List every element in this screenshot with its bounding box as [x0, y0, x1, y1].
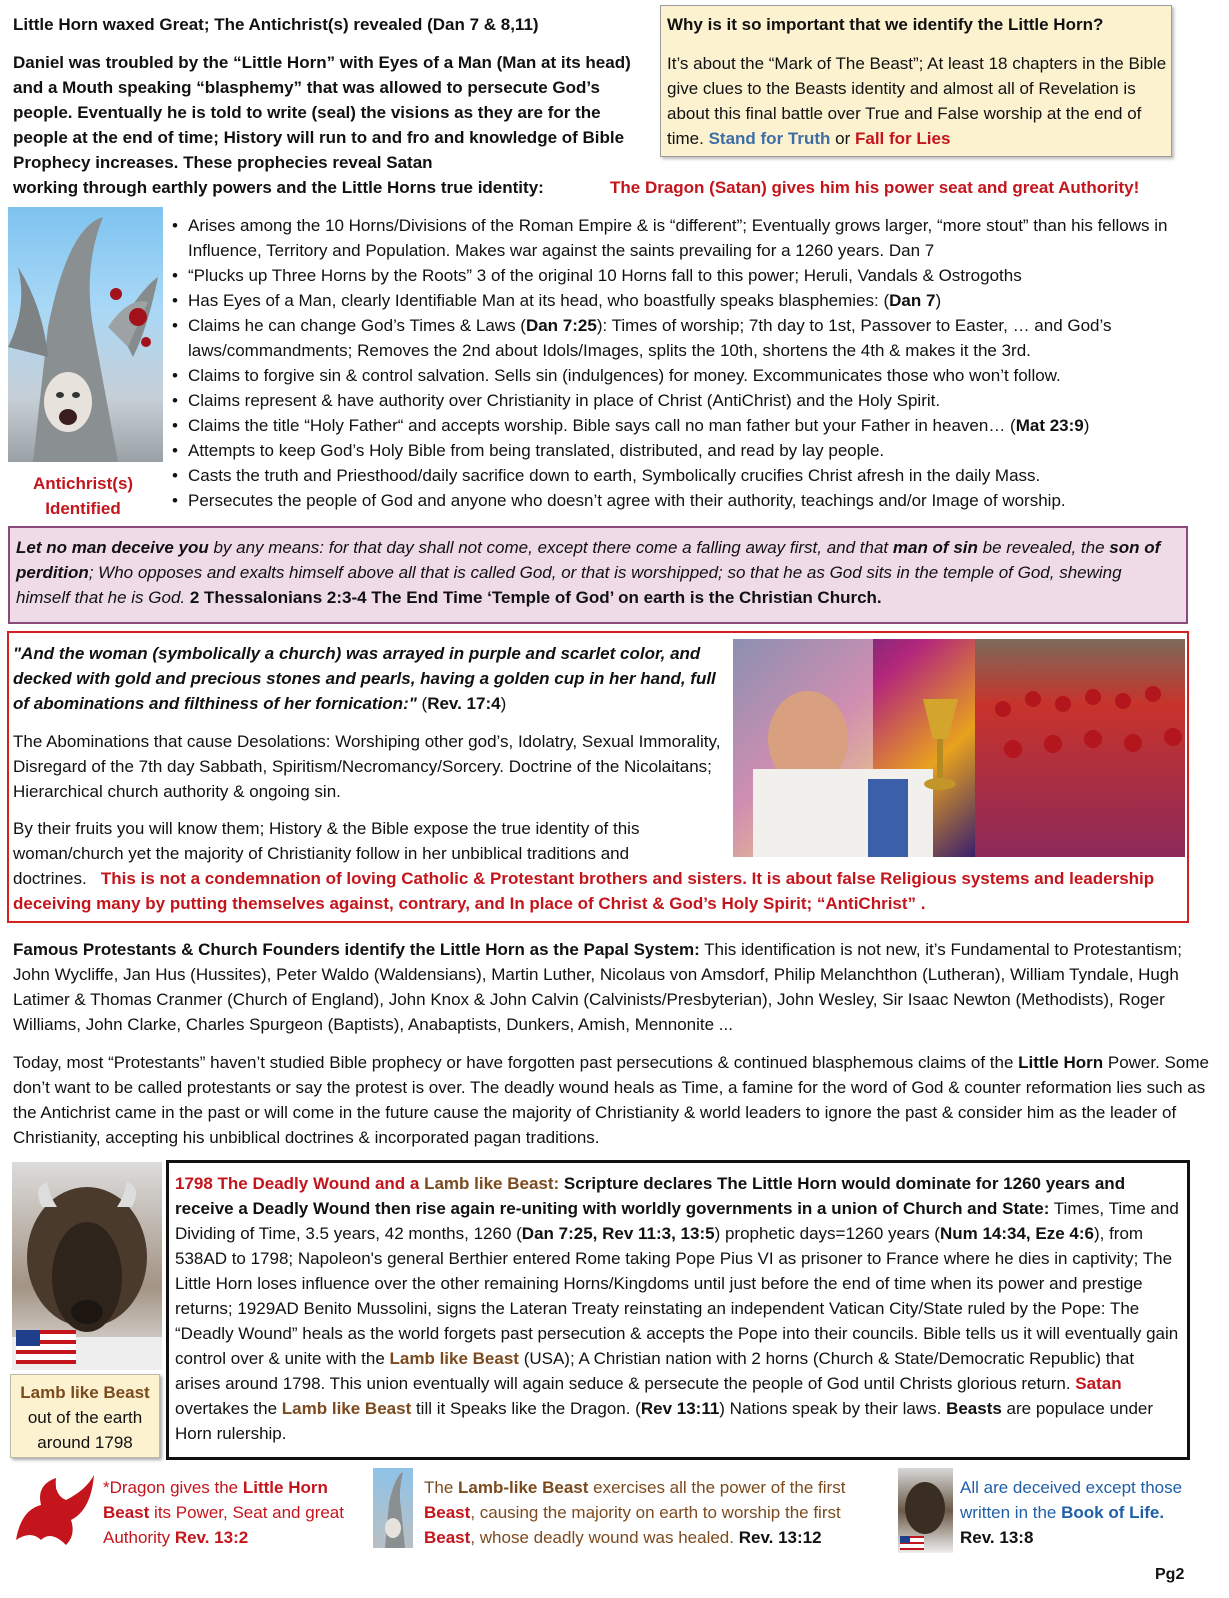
red-dragon-icon: [6, 1470, 96, 1550]
little-horn-thumbnail-icon: [373, 1468, 413, 1548]
little-horn-image: [8, 207, 163, 462]
footer-dragon-note: *Dragon gives the Little Horn Beast its Power, Seat and great Authority Rev. 13:2: [103, 1478, 344, 1547]
little-horn-characteristics-list: [172, 213, 1212, 513]
list-item: • “Plucks up Three Horns by the Roots” 3 of the original 10 Horns fall to this power; Heruli, Vandals & Ostrogoths: [172, 263, 1212, 288]
antichrist-caption: Antichrist(s) Identified: [32, 474, 134, 518]
abominations-paragraph: The Abominations that cause Desolations: Worshiping other god’s, Idolatry, Sexual Immorality, Disregard of the 7th day Sabbath, Spiritism/Necromancy/Sorcery. Doctrine of the Nicolaitans; Hierarchical church authority & ongoing sin.: [13, 732, 721, 801]
deadly-wound-box: 1798 The Deadly Wound and a Lamb like Beast: Scripture declares The Little Horn would dominate for 1260 years and receive a Deadly Wound then rise again re-uniting with worldly governments in a union of Church and State: Times, Time and Dividing of Time, 3.5 years, 42 months, 1260 (Dan 7:25, Rev 11:3, 13:5) prophetic days=1260 years (Num 14:34, Eze 4:6), from 538AD to 1798; Napoleon's general Berthier entered Rome taking Pope Pius VI as prisoner to France where he dies in captivity; The Little Horn loses influence over the other remaining Horns/Kingdoms until just before the end of time when its power and prestige returns; 1929AD Benito Mussolini, signs the Lateran Treaty reinstating an independent Vatican City/State ruled by the Pope: The “Deadly Wound” heals as the world forgets past persecution & accepts the Pope into their councils. Bible tells us it will eventually gain control over & unite with the Lamb like Beast (USA); A Christian nation with 2 horns (Church & State/Democratic Republic) that arises around 1798. This union eventually will again seduce & persecute the people of God until Christs glorious return. Satan overtakes the Lamb like Beast till it Speaks like the Dragon. (Rev 13:11) Nations speak by their laws. Beasts are populace under Horn rulership.: [166, 1160, 1190, 1460]
footer-lamb-beast-note: The Lamb-like Beast exercises all the power of the first Beast, causing the majority on earth to worship the first Beast, whose deadly wound was healed. Rev. 13:12: [424, 1478, 846, 1547]
photo-illustration: [733, 639, 1185, 857]
revelation-quote: "And the woman (symbolically a church) was arrayed in purple and scarlet color, and decked with gold and precious stones and pearls, having a golden cup in her hand, full of abominations and filthiness of her fornication:" (Rev. 17:4): [13, 644, 716, 713]
list-item: • Claims to forgive sin & control salvation. Sells sin (indulgences) for money. Excommunicates those who won’t follow.: [172, 363, 1212, 388]
bison-thumbnail-icon: [898, 1468, 953, 1553]
list-item: • Claims represent & have authority over Christianity in place of Christ (AntiChrist) and the Holy Spirit.: [172, 388, 1212, 413]
fall-for-lies: Fall for Lies: [855, 129, 951, 148]
us-flag-icon: [16, 1330, 76, 1364]
famous-protestants-paragraph: Famous Protestants & Church Founders identify the Little Horn as the Papal System: This identification is not new, it’s Fundamental to Protestantism; John Wycliffe, Jan Hus (Hussites), Peter Waldo (Waldensians), Martin Luther, Nicolaus von Amsdorf, Philip Melanchthon (Lutheran), William Tyndale, Hugh Latimer & Thomas Cranmer (Church of England), John Knox & John Calvin (Calvinists/Presbyterian), John Wesley, Sir Isaac Newton (Methodists), Roger Williams, John Clarke, Charles Spurgeon (Baptists), Anabaptists, Dunkers, Amish, Mennonite ...: [13, 940, 1182, 1034]
list-item: • Persecutes the people of God and anyone who doesn’t agree with their authority, teachings and/or Image of worship.: [172, 488, 1212, 513]
why-question: Why is it so important that we identify the Little Horn?: [667, 15, 1104, 34]
list-item: • Has Eyes of a Man, clearly Identifiable Man at its head, who boastfully speaks blasphemies: (Dan 7): [172, 288, 1212, 313]
list-item: • Arises among the 10 Horns/Divisions of the Roman Empire & is “different”; Eventually grows larger, “more stout” than his fellows in Influence, Territory and Population. Makes war against the saints prevailing for a 1260 years. Dan 7: [172, 213, 1212, 263]
fruits-paragraph: By their fruits you will know them; History & the Bible expose the true identity of this woman/church yet the majority of Christianity follow in her unbiblical traditions and: [13, 819, 640, 863]
page-number: Pg2: [1155, 1566, 1185, 1583]
why-identify-box: [660, 5, 1172, 157]
bison-illustration: [12, 1162, 162, 1370]
condemnation-note: doctrines. This is not a condemnation of loving Catholic & Protestant brothers and sisters. It is about false Religious systems and leadership deceiving many by putting themselves against, contrary, and In place of Christ & God’s Holy Spirit; “AntiChrist” .: [13, 869, 1155, 913]
page-title: Little Horn waxed Great; The Antichrist(s) revealed (Dan 7 & 8,11): [13, 15, 539, 34]
horn-illustration: [8, 207, 163, 462]
stand-for-truth: Stand for Truth: [708, 129, 831, 148]
thessalonians-quote-box: Let no man deceive you by any means: for that day shall not come, except there come a falling away first, and that man of sin be revealed, the son of perdition; Who opposes and exalts himself above all that is called God, or that is worshipped; so that he as God sits in the temple of God, shewing himself that he is God. 2 Thessalonians 2:3-4 The End Time ‘Temple of God’ on earth is the Christian Church.: [8, 526, 1188, 624]
lamb-like-beast-caption: Lamb like Beast out of the earth around 1798: [10, 1374, 160, 1458]
bison-image: [12, 1162, 162, 1370]
intro-last-line: working through earthly powers and the Little Horns true identity:: [13, 178, 544, 197]
list-item: • Claims he can change God’s Times & Laws (Dan 7:25): Times of worship; 7th day to 1st, Passover to Easter, … and God’s laws/commandments; Removes the 2nd about Idols/Images, splits the 10th, shortens the 4th & makes it the 3rd.: [172, 313, 1212, 363]
why-body: It’s about the “Mark of The Beast”; At least 18 chapters in the Bible give clues to the Beasts identity and almost all of Revelation is about this final battle over True and False worship at the end of time. Stand for Truth or Fall for Lies: [667, 54, 1167, 148]
today-paragraph: Today, most “Protestants” haven’t studied Bible prophecy or have forgotten past persecutions & continued blasphemous claims of the Little Horn Power. Some don’t want to be called protestants or say the protest is over. The deadly wound heals as Time, a famine for the word of God & counter reformation lies such as the Antichrist came in the past or will come in the future cause the majority of Christianity & world leaders to ignore the past & consider him as the leader of Christianity, accepting his unbiblical doctrines & incorporated pagan traditions.: [13, 1053, 1209, 1147]
pope-and-cardinals-photo: [733, 639, 1185, 857]
thessalonians-reference: 2 Thessalonians 2:3-4 The End Time ‘Temple of God’ on earth is the Christian Church.: [189, 588, 882, 607]
list-item: • Claims the title “Holy Father“ and accepts worship. Bible says call no man father but your Father in heaven… (Mat 23:9): [172, 413, 1212, 438]
intro-paragraph: Daniel was troubled by the “Little Horn” with Eyes of a Man (Man at its head) and a Mouth speaking “blasphemy” that was allowed to persecute God’s people. Eventually he is told to write (seal) the visions as they are for the people at the end of time; History will run to and fro and knowledge of Bible Prophecy increases. These prophecies reveal Satan: [13, 53, 631, 172]
list-item: • Attempts to keep God’s Holy Bible from being translated, distributed, and read by lay people.: [172, 438, 1212, 463]
dragon-statement: The Dragon (Satan) gives him his power seat and great Authority!: [610, 178, 1140, 197]
list-item: • Casts the truth and Priesthood/daily sacrifice down to earth, Symbolically crucifies Christ afresh in the daily Mass.: [172, 463, 1212, 488]
footer-book-of-life-note: All are deceived except those written in the Book of Life. Rev. 13:8: [960, 1478, 1183, 1547]
